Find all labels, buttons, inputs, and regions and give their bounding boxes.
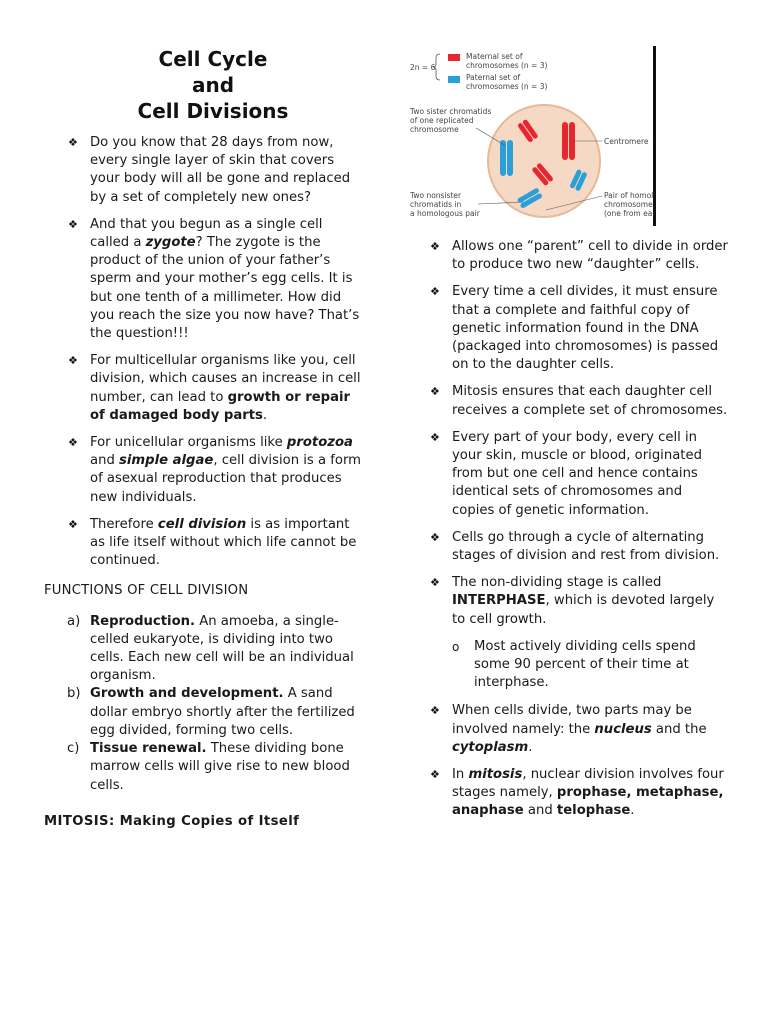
left-bullet-1: ❖ Do you know that 28 days from now, every single layer of skin that covers your body will all be gone and replaced by a set of completely new ones? (68, 135, 351, 205)
diamond-four-bullet-icon: ❖ (430, 768, 440, 782)
left-column (44, 134, 362, 843)
term-telophase: telophase (556, 803, 631, 819)
right-bullet-2: ❖ Every time a cell divides, it must ensure that a complete and faithful copy of genetic information found in the DNA (packaged into chromosomes) is passed on to the daughter cells. (430, 284, 719, 373)
diamond-four-bullet-icon: ❖ (430, 240, 440, 253)
fig-pair-2: chromosome (604, 200, 653, 209)
diamond-four-bullet-icon: ❖ (68, 517, 78, 531)
diamond-four-bullet-icon: ❖ (68, 436, 78, 450)
fig-paternal-2: chromosomes (n = 3) (466, 82, 548, 91)
figure-border (653, 46, 656, 226)
diamond-four-bullet-icon: ❖ (430, 385, 440, 399)
right-bullet-4: ❖ Every part of your body, every cell in your skin, muscle or blood, originated from but one cell and hence contains identical sets of chromosomes and copies of genetic information. (430, 429, 702, 518)
diamond-four-bullet-icon: ❖ (68, 354, 78, 368)
fig-centromere: Centromere (604, 137, 649, 146)
term-cytoplasm: cytoplasm (452, 739, 529, 755)
circle-bullet-icon: o (452, 639, 460, 654)
title-line-3: Cell Divisions (137, 99, 289, 123)
fig-maternal-1: Maternal set of (466, 52, 523, 61)
right-bullet-5: ❖ Cells go through a cycle of alternating stages of division and rest from division. (430, 529, 720, 564)
term-interphase: INTERPHASE (452, 593, 546, 609)
function-item-reproduction: a) Reproduction. An amoeba, a single-celled eukaryote, is dividing into two cells. Each new cell will be an individual organism. (67, 613, 354, 684)
diamond-four-bullet-icon: ❖ (430, 530, 440, 544)
fig-sister-3: chromosome (410, 125, 459, 134)
diamond-four-bullet-icon: ❖ (430, 576, 440, 590)
right-column (428, 238, 728, 830)
right-bullet-1: ❖ Allows one “parent” cell to divide in order to produce two new “daughter” cells. (430, 239, 728, 273)
maternal-swatch (448, 54, 460, 61)
left-bullet-3: ❖ For multicellular organisms like you, cell division, which causes an increase in cell number, can lead to growth or repair of damaged body parts. (68, 353, 361, 423)
term-stages: prophase, metaphase, anaphase (452, 785, 724, 819)
right-bullet-7: ❖ When cells divide, two parts may be involved namely: the nucleus and the cytoplasm. (430, 703, 707, 755)
right-subbullet-interphase: o Most actively dividing cells spend some 90 percent of their time at interphase. (452, 638, 696, 691)
term-growth-repair: growth or repair of damaged body parts (90, 389, 351, 423)
right-bullet-3: ❖ Mitosis ensures that each daughter cell receives a complete set of chromosomes. (430, 384, 728, 418)
term-simple-algae: simple algae (119, 453, 214, 469)
diamond-four-bullet-icon: ❖ (430, 430, 440, 444)
term-zygote: zygote (145, 235, 196, 251)
left-bullet-2: ❖ And that you begun as a single cell called a zygote? The zygote is the product of the union of your father’s sperm and your mother’s egg cells. It is but one tenth of a millimeter. How did you reach the size you now have? That’s the question!!! (68, 216, 360, 342)
fig-pair-1: Pair of homol (604, 191, 654, 200)
left-bullet-4: ❖ For unicellular organisms like protozoa and simple algae, cell division is a form of asexual reproduction that produces new individuals. (68, 435, 361, 505)
paternal-swatch (448, 76, 460, 83)
diamond-four-bullet-icon: ❖ (430, 704, 440, 718)
fig-sister-2: of one replicated (410, 116, 474, 125)
title-line-2: and (191, 73, 235, 97)
diamond-four-bullet-icon: ❖ (68, 217, 78, 231)
functions-list (44, 613, 362, 795)
function-item-growth: b) Growth and development. A sand dollar embryo shortly after the fertilized egg divided, forming two cells. (67, 686, 355, 738)
diamond-four-bullet-icon: ❖ (430, 285, 440, 299)
chromosome-diagram (406, 46, 656, 226)
function-item-tissue-renewal: c) Tissue renewal. These dividing bone marrow cells will give rise to new blood cells. (67, 741, 350, 793)
fig-nonsister-1: Two nonsister (410, 191, 462, 200)
term-mitosis: mitosis (468, 767, 523, 783)
fig-paternal-1: Paternal set of (466, 73, 521, 82)
page-title (118, 46, 308, 124)
title-line-1: Cell Cycle (158, 47, 268, 71)
chromosome-figure (406, 46, 656, 226)
term-protozoa: protozoa (286, 435, 353, 451)
left-bullet-5: ❖ Therefore cell division is as important as life itself without which life cannot be continued. (68, 516, 357, 569)
functions-heading: FUNCTIONS OF CELL DIVISION (44, 583, 249, 599)
fig-maternal-2: chromosomes (n = 3) (466, 61, 548, 70)
fig-label-2n: 2n = 6 (410, 63, 436, 72)
fig-nonsister-2: chromatids in (410, 200, 462, 209)
term-nucleus: nucleus (594, 721, 652, 737)
right-bullet-8: ❖ In mitosis, nuclear division involves four stages namely, prophase, metaphase, anaphase and telophase. (430, 767, 724, 819)
fig-sister-1: Two sister chromatids (410, 107, 492, 116)
right-bullet-6: ❖ The non-dividing stage is called INTERPHASE, which is devoted largely to cell growth. (430, 575, 715, 627)
mitosis-heading: MITOSIS: Making Copies of Itself (44, 813, 300, 829)
fig-nonsister-3: a homologous pair (410, 209, 480, 218)
fig-pair-3: (one from ea (604, 209, 653, 218)
term-cell-division: cell division (157, 516, 247, 532)
diamond-four-bullet-icon: ❖ (68, 136, 78, 149)
